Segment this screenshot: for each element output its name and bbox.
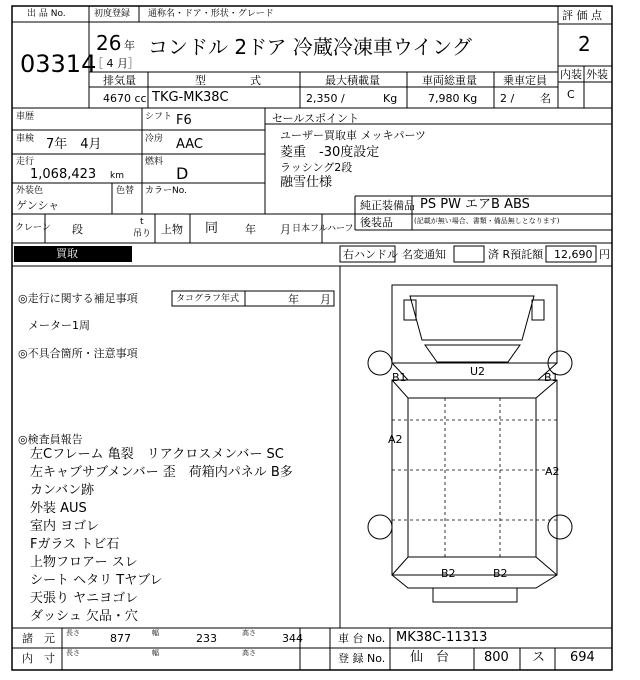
inspector-note-9: 天張り ヤニヨゴレ [30, 591, 139, 606]
width-value: 233 [196, 632, 217, 645]
run-note: メーター1周 [28, 319, 90, 332]
color-change-label: 色替 [116, 186, 135, 196]
color-label: 外装色 [16, 186, 44, 196]
equip-value: PS PW エアB ABS [420, 197, 530, 212]
lot-label: 出 品 No. [27, 9, 66, 19]
crane-label: クレーン [15, 223, 51, 233]
body-month: 月 [280, 223, 291, 236]
height-value: 344 [282, 632, 303, 645]
plate-region: 仙 台 [410, 650, 450, 665]
interior-grade: C [567, 88, 575, 101]
color-value: ゲンシャ [16, 199, 60, 212]
displacement-label: 排気量 [103, 74, 136, 87]
reg-month: ［ 4 月］ [92, 57, 139, 70]
diagram-mark-b2-left: B2 [441, 567, 456, 580]
gross-weight-label: 車両総重量 [422, 74, 477, 87]
max-load-value: 2,350 / [306, 92, 345, 105]
aftermarket-label: 後装品 [360, 216, 393, 229]
reg-year-unit: 年 [124, 39, 135, 52]
length-label: 長さ [66, 629, 80, 637]
mileage-label: 走行 [16, 157, 35, 167]
inner-height-label: 高さ [242, 649, 256, 657]
capacity-unit: 名 [540, 92, 551, 105]
crane-stage: 段 [72, 223, 83, 236]
gross-weight-value: 7,980 Kg [428, 92, 478, 105]
mileage-unit: km [110, 171, 124, 181]
yen-unit: 円 [599, 248, 610, 261]
width-label: 幅 [152, 629, 159, 637]
buy-label: 買取 [56, 247, 78, 260]
dims-label: 諸 元 [22, 632, 55, 645]
inspector-note-3: カンバン跡 [30, 483, 95, 498]
inspector-note-1: 左Cフレーム 亀裂 リアクロスメンバー SC [30, 447, 284, 462]
tacho-month: 月 [320, 293, 331, 306]
inspector-note-8: シート ヘタリ Tヤブレ [30, 573, 163, 588]
fuel-value: D [176, 164, 189, 183]
body-same: 同 [205, 221, 219, 236]
first-reg-label: 初度登録 [94, 9, 131, 19]
model-name: コンドル 2ドア 冷蔵冷凍車ウイング [148, 35, 472, 59]
chassis-value: MK38C-11313 [396, 630, 488, 645]
name-change-label: 名変通知 [402, 248, 446, 261]
reg-year: 26 [96, 31, 122, 55]
body-label: 上物 [161, 223, 183, 236]
body-year: 年 [245, 223, 256, 236]
sales-point-1: ユーザー買取車 メッキパーツ [280, 129, 427, 142]
inspector-note-10: ダッシュ 欠品・穴 [30, 609, 138, 624]
inspector-note-6: Fガラス トビ石 [30, 537, 120, 552]
crane-hang: 吊り [133, 229, 152, 239]
shift-value: F6 [176, 113, 192, 128]
tacho-label: タコグラフ年式 [176, 294, 240, 304]
sales-point-4: 融雪仕様 [280, 175, 333, 190]
diagram-mark-b1-right: B1 [544, 371, 559, 384]
ac-label: 冷房 [145, 134, 164, 144]
diagram-mark-a2-right: A2 [545, 465, 560, 478]
inspector-note-4: 外装 AUS [30, 501, 87, 516]
exterior-label: 外装 [586, 68, 608, 81]
diagram-mark-u2: U2 [470, 365, 486, 378]
inspector-label: ◎検査員報告 [18, 433, 83, 446]
model-code-value: TKG-MK38C [152, 90, 229, 105]
capacity-value: 2 / [500, 92, 515, 105]
recycle-label: 済 R預託額 [488, 248, 544, 261]
length-value: 877 [110, 632, 131, 645]
model-title-label: 通称名・ドア・形状・グレード [148, 9, 274, 19]
inspection-label: 車検 [16, 134, 35, 144]
recycle-value: 12,690 [554, 248, 593, 261]
inspector-note-2: 左キャブサブメンバー 歪 荷箱内パネル B多 [30, 465, 293, 480]
diagram-mark-b1-left: B1 [392, 371, 407, 384]
sales-point-3: ラッシング2段 [280, 161, 353, 174]
mileage-value: 1,068,423 [30, 167, 97, 182]
inner-dims-label: 内 寸 [22, 652, 55, 665]
overall-grade: 2 [578, 32, 591, 56]
color-no-label: カラーNo. [145, 186, 187, 196]
model-code-label: 型 式 [195, 74, 261, 87]
inspection-value: 7年 4月 [46, 137, 102, 152]
lot-number: 03314 [20, 50, 97, 78]
crane-t: t [140, 217, 144, 227]
history-label: 車歴 [16, 112, 35, 122]
interior-label: 内装 [560, 68, 582, 81]
shift-label: シフト [145, 112, 173, 122]
chassis-label: 車 台 No. [338, 632, 386, 645]
fuel-label: 燃料 [145, 157, 164, 167]
plate-class: 800 [484, 650, 509, 665]
inner-width-label: 幅 [152, 649, 159, 657]
capacity-label: 乗車定員 [503, 74, 547, 87]
diagram-dashes [392, 398, 557, 557]
sales-point-label: セールスポイント [272, 112, 360, 125]
rhd-label: 右ハンドル [343, 248, 398, 261]
diagram-mark-a2-left: A2 [388, 433, 403, 446]
plate-label: 登 録 No. [338, 652, 386, 665]
inspector-note-5: 室内 ヨゴレ [30, 519, 100, 534]
plate-kana: ス [532, 650, 546, 665]
body-maker: 日本フルハーフ [292, 224, 354, 234]
run-note-label: ◎走行に関する補足事項 [18, 292, 138, 305]
diagram-mark-b2-right: B2 [493, 567, 508, 580]
ac-value: AAC [176, 137, 203, 152]
max-load-unit: Kg [383, 92, 398, 105]
plate-number: 694 [570, 650, 595, 665]
inspector-note-7: 上物フロアー スレ [30, 555, 138, 570]
tacho-year: 年 [288, 293, 299, 306]
sales-point-2: 菱重 -30度設定 [280, 145, 380, 160]
equip-label: 純正装備品 [360, 199, 415, 212]
displacement-value: 4670 cc [103, 92, 147, 105]
max-load-label: 最大積載量 [325, 74, 380, 87]
height-label: 高さ [242, 629, 256, 637]
grade-label: 評 価 点 [562, 9, 602, 22]
inner-length-label: 長さ [66, 649, 80, 657]
defect-label: ◎不具合箇所・注意事項 [18, 347, 138, 360]
aftermarket-note: (記載が無い場合、書類・備品無しとなります) [414, 217, 560, 225]
